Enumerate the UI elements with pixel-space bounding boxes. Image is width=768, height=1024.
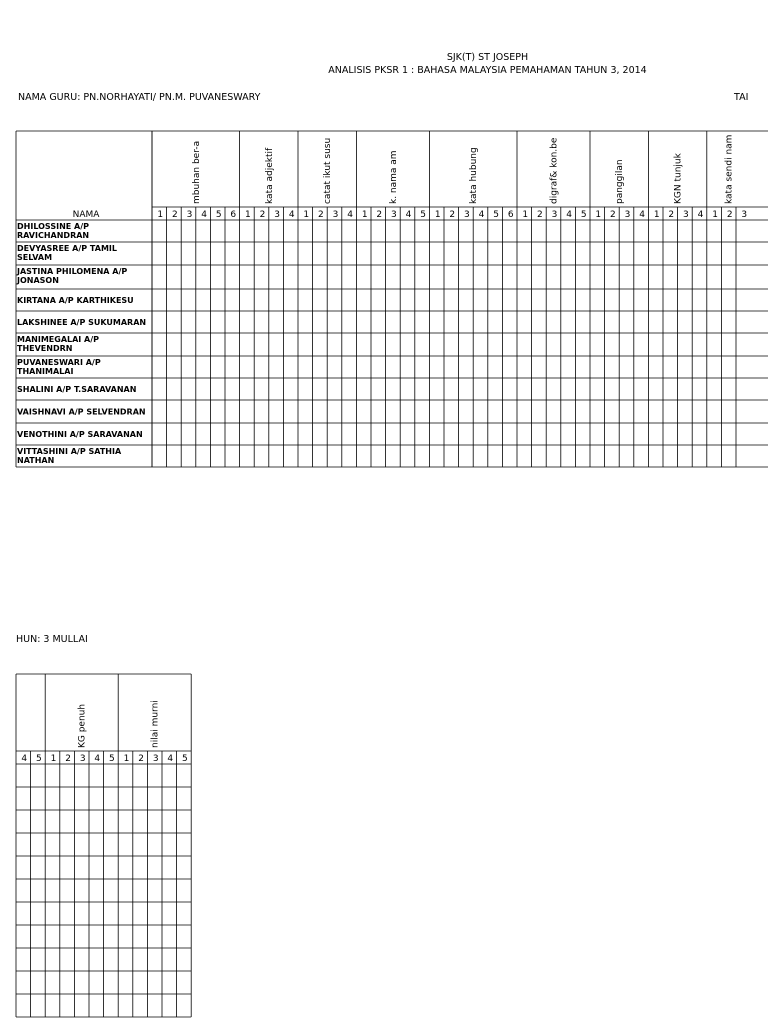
skill-group-title: KG penuh bbox=[77, 703, 88, 748]
teacher-name: NAMA GURU: PN.NORHAYATI/ PN.M. PUVANESWARY bbox=[18, 92, 261, 103]
score-column-number: 2 bbox=[138, 754, 144, 764]
score-column-number: 3 bbox=[79, 754, 86, 764]
student-name: VENOTHINI A/P SARAVANAN bbox=[17, 430, 143, 439]
student-name-line2: RAVICHANDRAN bbox=[17, 231, 90, 240]
student-name-line2: SELVAM bbox=[17, 253, 53, 262]
score-column-number: 5 bbox=[580, 210, 587, 220]
score-column-number: 6 bbox=[507, 210, 514, 220]
skill-group-title: kata hubung bbox=[469, 147, 480, 204]
score-column-number: 2 bbox=[65, 754, 71, 764]
name-column-header: NAMA bbox=[72, 210, 100, 220]
score-column-number: 3 bbox=[551, 210, 558, 220]
skill-group-title: mbuhan ber-a bbox=[191, 140, 202, 204]
score-column-number: 4 bbox=[639, 210, 645, 220]
score-column-number: 5 bbox=[215, 210, 222, 220]
score-column-number: 1 bbox=[303, 210, 310, 220]
student-name: LAKSHINEE A/P SUKUMARAN bbox=[17, 318, 147, 327]
report-title: ANALISIS PKSR 1 : BAHASA MALAYSIA PEMAHAMAN TAHUN 3, 2014 bbox=[328, 65, 647, 76]
student-name-line2: NATHAN bbox=[17, 456, 55, 465]
score-column-number: 1 bbox=[50, 754, 57, 764]
skill-group-title: panggilan bbox=[615, 159, 626, 204]
score-column-number: 1 bbox=[245, 210, 251, 220]
student-name-line1: DEVYASREE A/P TAMIL bbox=[17, 244, 117, 253]
student-name-line1: JASTINA PHILOMENA A/P bbox=[17, 267, 128, 276]
score-column-number: 2 bbox=[259, 210, 266, 220]
score-column-number: 4 bbox=[405, 210, 412, 220]
school-name: SJK(T) ST JOSEPH bbox=[446, 52, 529, 63]
score-column-number: 2 bbox=[376, 210, 383, 220]
student-name-line1: PUVANESWARI A/P bbox=[17, 358, 101, 367]
skill-group-title: nilai murni bbox=[150, 700, 161, 748]
score-column-number: 1 bbox=[712, 210, 718, 220]
score-column-number: 1 bbox=[522, 210, 529, 220]
student-name-line2: JONASON bbox=[17, 276, 59, 285]
score-column-number: 1 bbox=[653, 210, 660, 220]
student-name-line1: VITTASHINI A/P SATHIA bbox=[17, 447, 122, 456]
score-column-number: 2 bbox=[318, 210, 324, 220]
score-column-number: 4 bbox=[697, 210, 704, 220]
skill-group-title: kata adjektif bbox=[264, 147, 275, 204]
score-column-number: 1 bbox=[157, 210, 164, 220]
score-column-number: 1 bbox=[361, 210, 368, 220]
tahun-label-continued: HUN: 3 MULLAI bbox=[16, 634, 88, 645]
skill-group-title: digraf& kon.be bbox=[549, 137, 560, 204]
score-column-number: 1 bbox=[123, 754, 130, 764]
score-column-number: 2 bbox=[610, 210, 616, 220]
score-column-number: 4 bbox=[566, 210, 572, 220]
score-column-number: 6 bbox=[230, 210, 237, 220]
skill-group-title: k. nama am bbox=[388, 150, 399, 204]
score-column-number: 2 bbox=[668, 210, 675, 220]
score-column-number: 5 bbox=[182, 754, 188, 764]
score-column-number: 4 bbox=[347, 210, 353, 220]
skill-group-title: catat ikut susu bbox=[323, 137, 334, 204]
score-column-number: 2 bbox=[537, 210, 543, 220]
student-name: KIRTANA A/P KARTHIKESU bbox=[17, 296, 134, 305]
student-name-line2: THEVENDRN bbox=[17, 344, 73, 353]
student-name-line1: MANIMEGALAI A/P bbox=[17, 335, 100, 344]
score-column-number: 4 bbox=[201, 210, 207, 220]
score-column-number: 3 bbox=[152, 754, 159, 764]
score-column-number: 5 bbox=[493, 210, 499, 220]
score-column-number: 4 bbox=[167, 754, 174, 764]
score-column-number: 3 bbox=[683, 210, 689, 220]
score-column-number: 3 bbox=[274, 210, 280, 220]
score-column-number: 1 bbox=[595, 210, 602, 220]
skill-group-title: kata sendi nam bbox=[724, 134, 735, 204]
student-name-line1: DHILOSSINE A/P bbox=[17, 222, 89, 231]
score-column-number: 2 bbox=[172, 210, 178, 220]
score-column-number: 4 bbox=[288, 210, 295, 220]
score-column-number: 1 bbox=[434, 210, 441, 220]
score-column-number: 4 bbox=[21, 754, 28, 764]
student-name-line2: THANIMALAI bbox=[17, 367, 74, 376]
score-column-number: 5 bbox=[36, 754, 42, 764]
student-name: VAISHNAVI A/P SELVENDRAN bbox=[17, 407, 146, 417]
score-column-number: 4 bbox=[478, 210, 485, 220]
score-column-number: 3 bbox=[741, 210, 748, 220]
score-column-number: 3 bbox=[332, 210, 339, 220]
score-column-number: 4 bbox=[94, 754, 101, 764]
score-column-number: 3 bbox=[464, 210, 470, 220]
score-column-number: 5 bbox=[109, 754, 115, 764]
score-column-number: 2 bbox=[726, 210, 733, 220]
score-column-number: 3 bbox=[391, 210, 397, 220]
tahun-label-cut: TAI bbox=[734, 92, 749, 103]
score-column-number: 3 bbox=[186, 210, 193, 220]
skill-group-title: KGN tunjuk bbox=[673, 153, 684, 204]
score-column-number: 2 bbox=[449, 210, 456, 220]
score-column-number: 5 bbox=[420, 210, 426, 220]
score-column-number: 3 bbox=[624, 210, 631, 220]
student-name: SHALINI A/P T.SARAVANAN bbox=[17, 385, 137, 394]
